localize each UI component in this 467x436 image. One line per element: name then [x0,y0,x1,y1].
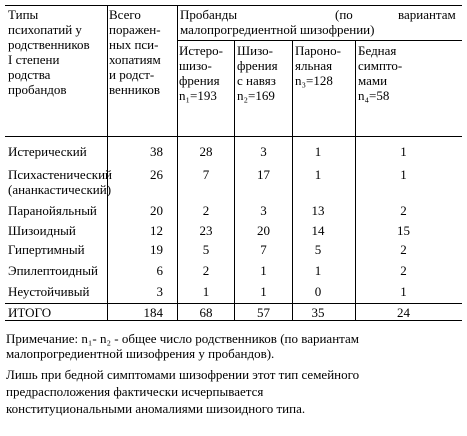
row-variant-2: 1 [260,263,267,278]
row-variant-1: 1 [202,284,210,299]
row-variant-4: 2 [400,203,407,218]
row-variant-2: 20 [257,223,270,238]
row-variant-3: 13 [311,203,325,218]
row-variant-4: 15 [397,223,410,238]
row-variant-1: 2 [202,203,210,218]
row-total: 6 [156,263,163,278]
total-row-variant-3: 35 [311,305,325,320]
row-variant-3: 14 [311,223,325,238]
row-variant-1: 7 [202,167,210,182]
header-total-line: венников [109,82,160,97]
row-variant-3: 1 [314,167,322,182]
header-variant-4-line: мами [358,73,388,88]
row-total: 20 [150,203,163,218]
row-total: 19 [150,242,163,257]
row-total: 3 [156,284,163,299]
header-variant-4 [358,43,402,103]
subheader-rule [177,40,462,41]
note-line: конституциональными аномалиями шизоидного типа. [6,401,306,416]
header-total-line: ных пси- [109,37,159,52]
row-type: Неустойчивый [8,284,90,299]
note-line: Примечание: n₁- n₂ - общее число родственников (по вариантам [6,331,359,346]
row-type: Шизоидный [8,223,76,238]
note-line: предрасположения фактически исчерпывается [6,384,264,399]
header-probands-word: Пробанды [180,7,238,22]
header-variant-1-line: френия [179,73,220,88]
header-variant-2-line: Шизо- [237,43,273,58]
row-variant-3: 1 [314,144,322,159]
row-type: Гипертимный [8,242,85,257]
note-line: Лишь при бедной симптомами шизофрении этот тип семейного [6,367,360,382]
header-variant-4-line: симпто- [358,58,403,73]
row-variant-2: 7 [260,242,267,257]
note-line: малопрогредиентной шизофрения у пробандов). [6,346,275,361]
header-variant-2-line: с навяз [237,73,276,88]
row-variant-4: 1 [400,144,407,159]
row-variant-1: 23 [199,223,213,238]
row-variant-1: 28 [199,144,213,159]
header-variant-1 [179,43,223,103]
row-type: Психастенический [8,167,112,182]
row-variant-3: 5 [314,242,322,257]
header-variant-4-line: n₄=58 [358,88,390,103]
header-variant-2 [237,43,278,103]
header-total-line: Всего [109,7,141,22]
header-variant-3-line: яльная [295,58,333,73]
header-total [109,7,161,97]
row-variant-2: 3 [260,144,267,159]
row-variant-4: 1 [400,284,407,299]
header-types [8,7,90,97]
row-variant-3: 1 [314,263,322,278]
total-row-label: ИТОГО [8,305,52,320]
row-variant-1: 2 [202,263,210,278]
row-variant-4: 1 [400,167,407,182]
header-types-line: пробандов [8,82,67,97]
header-total-line: хопатиям [109,52,161,67]
table-bottom-border [5,320,462,321]
header-variant-3-line: Пароно- [295,43,341,58]
header-variant-3 [295,43,341,88]
header-variant-2-line: n₂=169 [237,88,275,103]
header-po-word: (по [335,7,353,22]
header-types-line: I степени [8,52,60,67]
header-types-line: родственников [8,37,90,52]
row-type: Паранойяльный [8,203,97,218]
row-variant-2: 1 [260,284,267,299]
row-variant-3: 0 [314,284,322,299]
row-variant-2: 17 [257,167,270,182]
header-total-line: и родст- [109,67,155,82]
header-variant-3-line: n₃=128 [295,73,333,88]
header-total-line: поражен- [109,22,161,37]
header-variant-1-line: Истеро- [179,43,223,58]
header-group-line2: малопрогредиентной шизофрении) [180,22,375,37]
table-top-border [5,5,462,6]
header-types-line: Типы [8,7,39,22]
row-total: 26 [150,167,163,182]
header-variant-2-line: френия [237,58,278,73]
row-variant-1: 5 [202,242,210,257]
header-types-line: родства [8,67,51,82]
header-variant-4-line: Бедная [358,43,397,58]
total-row-variant-2: 57 [257,305,270,320]
header-types-line: психопатий у [8,22,82,37]
row-variant-4: 2 [400,242,407,257]
row-type: Эпилептоидный [8,263,98,278]
row-variant-4: 2 [400,263,407,278]
row-type: Истерический [8,144,87,159]
row-variant-2: 3 [260,203,267,218]
header-variant-1-line: n₁=193 [179,88,217,103]
header-variants-word: вариантам [398,7,456,22]
total-row-variant-4: 24 [397,305,410,320]
header-variant-1-line: шизо- [179,58,212,73]
row-total: 12 [150,223,163,238]
total-row-total: 184 [143,305,163,320]
row-total: 38 [150,144,163,159]
total-row-variant-1: 68 [199,305,213,320]
row-type-cont: (ананкастический) [8,182,112,197]
